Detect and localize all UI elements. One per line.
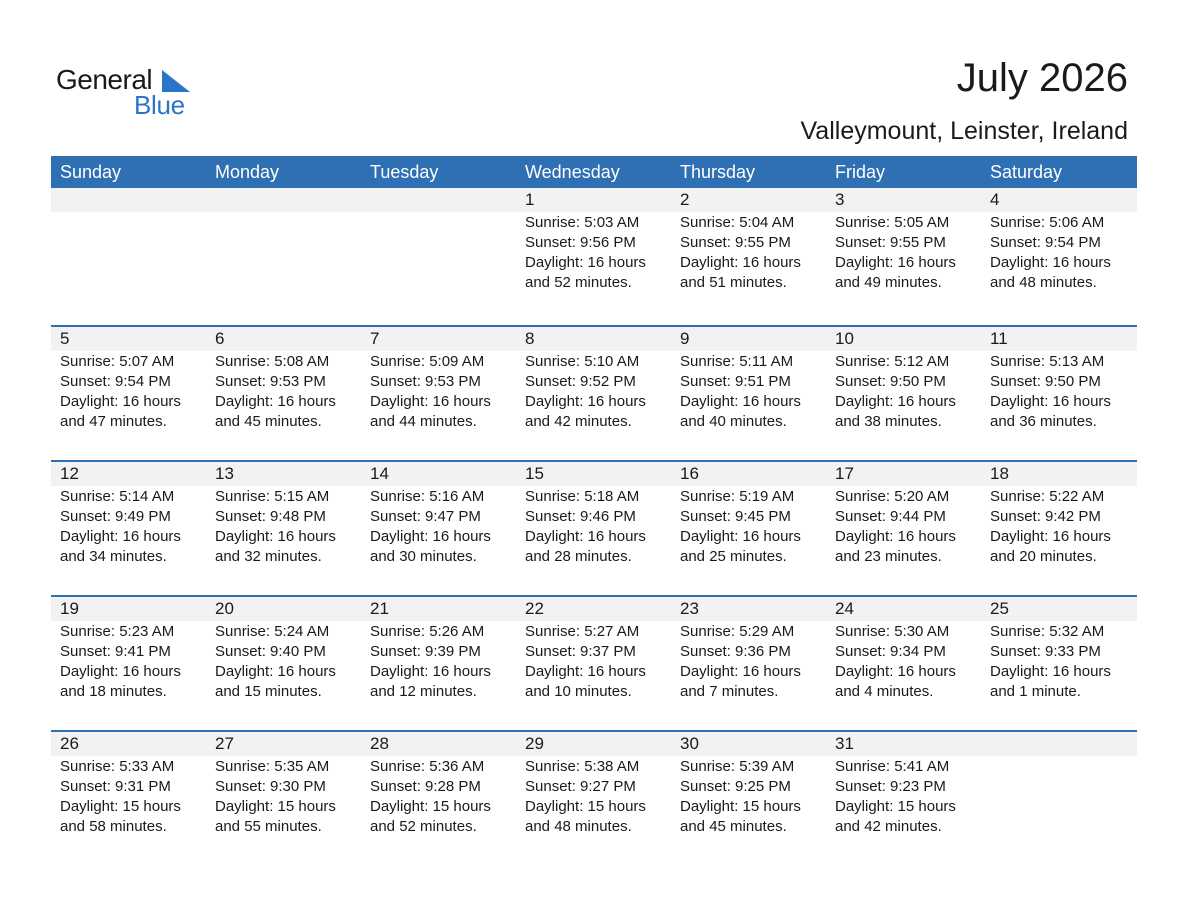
weekday-wednesday: Wednesday xyxy=(525,162,620,182)
day-number: 16 xyxy=(680,464,699,483)
sunset-text: Sunset: 9:50 PM xyxy=(990,373,1101,390)
day-cell xyxy=(51,756,206,837)
weekday-friday: Friday xyxy=(835,162,886,182)
day-number: 20 xyxy=(215,599,234,618)
weekday-monday: Monday xyxy=(215,162,280,182)
day-cell xyxy=(516,212,671,293)
sunrise-text: Sunrise: 5:16 AM xyxy=(370,488,485,505)
daylight-minutes-text: and 44 minutes. xyxy=(370,413,477,430)
day-cell xyxy=(981,621,1137,702)
weeks-container xyxy=(51,188,1137,863)
daylight-minutes-text: and 34 minutes. xyxy=(60,548,167,565)
sunrise-text: Sunrise: 5:06 AM xyxy=(990,214,1105,231)
sunrise-text: Sunrise: 5:18 AM xyxy=(525,488,640,505)
day-number: 1 xyxy=(525,190,535,209)
daylight-text: Daylight: 16 hours xyxy=(680,663,801,680)
day-cell xyxy=(826,212,981,293)
day-number: 24 xyxy=(835,599,854,618)
sunrise-text: Sunrise: 5:36 AM xyxy=(370,758,485,775)
day-cell xyxy=(361,351,516,432)
sunrise-text: Sunrise: 5:11 AM xyxy=(680,353,794,370)
day-cell xyxy=(671,756,826,837)
sunrise-text: Sunrise: 5:07 AM xyxy=(60,353,175,370)
day-number: 7 xyxy=(370,329,380,348)
day-cell xyxy=(206,621,361,702)
sunset-text: Sunset: 9:53 PM xyxy=(370,373,481,390)
daylight-minutes-text: and 20 minutes. xyxy=(990,548,1097,565)
day-detail-row xyxy=(51,351,1137,432)
day-number-row xyxy=(51,327,1137,351)
day-cell xyxy=(981,351,1137,432)
day-cell xyxy=(826,621,981,702)
daylight-text: Daylight: 15 hours xyxy=(835,798,956,815)
sunset-text: Sunset: 9:45 PM xyxy=(680,508,791,525)
daylight-minutes-text: and 36 minutes. xyxy=(990,413,1097,430)
sunrise-text: Sunrise: 5:22 AM xyxy=(990,488,1105,505)
sunrise-text: Sunrise: 5:24 AM xyxy=(215,623,330,640)
sunset-text: Sunset: 9:25 PM xyxy=(680,778,791,795)
sunset-text: Sunset: 9:47 PM xyxy=(370,508,481,525)
day-cell xyxy=(51,212,206,293)
day-cell xyxy=(206,756,361,837)
sunset-text: Sunset: 9:44 PM xyxy=(835,508,946,525)
daylight-minutes-text: and 58 minutes. xyxy=(60,818,167,835)
sunset-text: Sunset: 9:48 PM xyxy=(215,508,326,525)
daylight-minutes-text: and 48 minutes. xyxy=(990,274,1097,291)
sunrise-text: Sunrise: 5:15 AM xyxy=(215,488,330,505)
day-detail-row xyxy=(51,212,1137,293)
week-row xyxy=(51,730,1137,863)
day-cell xyxy=(981,756,1137,837)
daylight-text: Daylight: 16 hours xyxy=(990,254,1111,271)
sunrise-text: Sunrise: 5:05 AM xyxy=(835,214,950,231)
day-number xyxy=(206,188,361,212)
day-number: 27 xyxy=(215,734,234,753)
day-number: 6 xyxy=(215,329,225,348)
daylight-text: Daylight: 16 hours xyxy=(215,663,336,680)
daylight-text: Daylight: 16 hours xyxy=(680,254,801,271)
day-cell xyxy=(51,621,206,702)
daylight-text: Daylight: 16 hours xyxy=(370,393,491,410)
sunset-text: Sunset: 9:27 PM xyxy=(525,778,636,795)
daylight-minutes-text: and 45 minutes. xyxy=(215,413,322,430)
day-number: 2 xyxy=(680,190,690,209)
day-cell xyxy=(826,351,981,432)
day-cell xyxy=(51,351,206,432)
page-title: July 2026 xyxy=(956,56,1128,100)
daylight-text: Daylight: 16 hours xyxy=(990,393,1111,410)
sunset-text: Sunset: 9:34 PM xyxy=(835,643,946,660)
daylight-minutes-text: and 12 minutes. xyxy=(370,683,477,700)
daylight-minutes-text: and 51 minutes. xyxy=(680,274,787,291)
day-number-row xyxy=(51,462,1137,486)
sunset-text: Sunset: 9:56 PM xyxy=(525,234,636,251)
daylight-minutes-text: and 55 minutes. xyxy=(215,818,322,835)
weekday-header xyxy=(51,156,1137,188)
daylight-minutes-text: and 48 minutes. xyxy=(525,818,632,835)
day-number-row xyxy=(51,188,1137,212)
day-number: 9 xyxy=(680,329,690,348)
sunrise-text: Sunrise: 5:38 AM xyxy=(525,758,640,775)
daylight-text: Daylight: 16 hours xyxy=(835,528,956,545)
sunrise-text: Sunrise: 5:33 AM xyxy=(60,758,175,775)
brand-word-general: General xyxy=(56,64,153,95)
sunrise-text: Sunrise: 5:20 AM xyxy=(835,488,950,505)
sunset-text: Sunset: 9:36 PM xyxy=(680,643,791,660)
sunset-text: Sunset: 9:55 PM xyxy=(680,234,791,251)
daylight-text: Daylight: 16 hours xyxy=(835,663,956,680)
daylight-minutes-text: and 47 minutes. xyxy=(60,413,167,430)
daylight-minutes-text: and 4 minutes. xyxy=(835,683,934,700)
day-number: 29 xyxy=(525,734,544,753)
sunrise-text: Sunrise: 5:13 AM xyxy=(990,353,1105,370)
day-number: 30 xyxy=(680,734,699,753)
day-number: 23 xyxy=(680,599,699,618)
daylight-minutes-text: and 45 minutes. xyxy=(680,818,787,835)
sunrise-text: Sunrise: 5:39 AM xyxy=(680,758,795,775)
day-number: 11 xyxy=(990,329,1008,348)
sunset-text: Sunset: 9:31 PM xyxy=(60,778,171,795)
day-number xyxy=(361,188,516,212)
day-detail-row xyxy=(51,486,1137,567)
sunset-text: Sunset: 9:49 PM xyxy=(60,508,171,525)
daylight-text: Daylight: 15 hours xyxy=(370,798,491,815)
sunset-text: Sunset: 9:46 PM xyxy=(525,508,636,525)
sunrise-text: Sunrise: 5:41 AM xyxy=(835,758,950,775)
daylight-text: Daylight: 16 hours xyxy=(215,528,336,545)
sunrise-text: Sunrise: 5:27 AM xyxy=(525,623,640,640)
week-row xyxy=(51,325,1137,458)
daylight-text: Daylight: 16 hours xyxy=(835,254,956,271)
sunrise-text: Sunrise: 5:23 AM xyxy=(60,623,175,640)
sunset-text: Sunset: 9:52 PM xyxy=(525,373,636,390)
weekday-saturday: Saturday xyxy=(990,162,1063,182)
daylight-minutes-text: and 30 minutes. xyxy=(370,548,477,565)
daylight-minutes-text: and 25 minutes. xyxy=(680,548,787,565)
sunset-text: Sunset: 9:50 PM xyxy=(835,373,946,390)
day-number: 25 xyxy=(990,599,1009,618)
sunrise-text: Sunrise: 5:26 AM xyxy=(370,623,485,640)
daylight-text: Daylight: 15 hours xyxy=(680,798,801,815)
day-number xyxy=(51,188,206,212)
day-detail-row xyxy=(51,756,1137,837)
daylight-minutes-text: and 32 minutes. xyxy=(215,548,322,565)
weekday-tuesday: Tuesday xyxy=(370,162,439,182)
daylight-minutes-text: and 23 minutes. xyxy=(835,548,942,565)
sunrise-text: Sunrise: 5:03 AM xyxy=(525,214,640,231)
sunset-text: Sunset: 9:39 PM xyxy=(370,643,481,660)
day-number xyxy=(981,732,1137,756)
daylight-text: Daylight: 16 hours xyxy=(525,663,646,680)
sunset-text: Sunset: 9:54 PM xyxy=(60,373,171,390)
day-cell xyxy=(361,212,516,293)
day-number: 22 xyxy=(525,599,544,618)
sunset-text: Sunset: 9:28 PM xyxy=(370,778,481,795)
daylight-text: Daylight: 16 hours xyxy=(525,393,646,410)
sunrise-text: Sunrise: 5:14 AM xyxy=(60,488,175,505)
sunset-text: Sunset: 9:37 PM xyxy=(525,643,636,660)
day-number-row xyxy=(51,597,1137,621)
sunset-text: Sunset: 9:23 PM xyxy=(835,778,946,795)
daylight-text: Daylight: 16 hours xyxy=(60,663,181,680)
sunrise-text: Sunrise: 5:08 AM xyxy=(215,353,330,370)
day-number: 15 xyxy=(525,464,544,483)
day-cell xyxy=(206,212,361,293)
day-cell xyxy=(361,486,516,567)
week-row xyxy=(51,595,1137,728)
daylight-text: Daylight: 16 hours xyxy=(370,663,491,680)
day-cell xyxy=(671,212,826,293)
day-number: 4 xyxy=(990,190,1000,209)
day-cell xyxy=(51,486,206,567)
daylight-text: Daylight: 16 hours xyxy=(990,663,1111,680)
location-subtitle: Valleymount, Leinster, Ireland xyxy=(800,117,1128,145)
sunrise-text: Sunrise: 5:19 AM xyxy=(680,488,795,505)
day-number: 10 xyxy=(835,329,854,348)
daylight-minutes-text: and 18 minutes. xyxy=(60,683,167,700)
weekday-sunday: Sunday xyxy=(60,162,122,182)
daylight-minutes-text: and 15 minutes. xyxy=(215,683,322,700)
day-cell xyxy=(361,756,516,837)
sunrise-text: Sunrise: 5:10 AM xyxy=(525,353,640,370)
sunrise-text: Sunrise: 5:09 AM xyxy=(370,353,485,370)
sunset-text: Sunset: 9:40 PM xyxy=(215,643,326,660)
sunset-text: Sunset: 9:54 PM xyxy=(990,234,1101,251)
day-cell xyxy=(206,486,361,567)
daylight-minutes-text: and 28 minutes. xyxy=(525,548,632,565)
day-number: 14 xyxy=(370,464,389,483)
day-cell xyxy=(516,486,671,567)
weekday-thursday: Thursday xyxy=(680,162,756,182)
day-cell xyxy=(671,621,826,702)
daylight-minutes-text: and 49 minutes. xyxy=(835,274,942,291)
day-cell xyxy=(826,486,981,567)
day-cell xyxy=(671,351,826,432)
day-number: 18 xyxy=(990,464,1009,483)
sunrise-text: Sunrise: 5:12 AM xyxy=(835,353,950,370)
daylight-minutes-text: and 42 minutes. xyxy=(525,413,632,430)
sunset-text: Sunset: 9:30 PM xyxy=(215,778,326,795)
daylight-minutes-text: and 52 minutes. xyxy=(370,818,477,835)
daylight-text: Daylight: 15 hours xyxy=(215,798,336,815)
sunrise-text: Sunrise: 5:35 AM xyxy=(215,758,330,775)
day-cell xyxy=(361,621,516,702)
day-number: 3 xyxy=(835,190,845,209)
daylight-text: Daylight: 16 hours xyxy=(370,528,491,545)
sunrise-text: Sunrise: 5:32 AM xyxy=(990,623,1105,640)
day-number: 8 xyxy=(525,329,535,348)
day-number: 12 xyxy=(60,464,79,483)
sunrise-text: Sunrise: 5:29 AM xyxy=(680,623,795,640)
day-cell xyxy=(981,212,1137,293)
sunset-text: Sunset: 9:41 PM xyxy=(60,643,171,660)
daylight-text: Daylight: 16 hours xyxy=(215,393,336,410)
daylight-text: Daylight: 15 hours xyxy=(525,798,646,815)
sunset-text: Sunset: 9:55 PM xyxy=(835,234,946,251)
day-cell xyxy=(981,486,1137,567)
sunset-text: Sunset: 9:33 PM xyxy=(990,643,1101,660)
day-cell xyxy=(516,351,671,432)
brand-word-blue: Blue xyxy=(134,90,185,120)
daylight-text: Daylight: 16 hours xyxy=(680,393,801,410)
daylight-text: Daylight: 16 hours xyxy=(525,254,646,271)
sunrise-text: Sunrise: 5:04 AM xyxy=(680,214,795,231)
day-number: 13 xyxy=(215,464,234,483)
day-cell xyxy=(206,351,361,432)
week-row xyxy=(51,460,1137,593)
daylight-minutes-text: and 1 minute. xyxy=(990,683,1081,700)
day-detail-row xyxy=(51,621,1137,702)
daylight-minutes-text: and 40 minutes. xyxy=(680,413,787,430)
daylight-text: Daylight: 16 hours xyxy=(990,528,1111,545)
day-number: 28 xyxy=(370,734,389,753)
daylight-text: Daylight: 16 hours xyxy=(525,528,646,545)
day-cell xyxy=(671,486,826,567)
brand-logo xyxy=(56,64,196,120)
daylight-text: Daylight: 16 hours xyxy=(835,393,956,410)
daylight-minutes-text: and 52 minutes. xyxy=(525,274,632,291)
sunset-text: Sunset: 9:53 PM xyxy=(215,373,326,390)
day-number-row xyxy=(51,732,1137,756)
daylight-minutes-text: and 42 minutes. xyxy=(835,818,942,835)
sunrise-text: Sunrise: 5:30 AM xyxy=(835,623,950,640)
day-number: 21 xyxy=(370,599,389,618)
daylight-minutes-text: and 7 minutes. xyxy=(680,683,779,700)
daylight-text: Daylight: 16 hours xyxy=(60,528,181,545)
day-number: 19 xyxy=(60,599,79,618)
day-cell xyxy=(516,621,671,702)
day-cell xyxy=(826,756,981,837)
day-number: 31 xyxy=(835,734,854,753)
week-row xyxy=(51,188,1137,323)
day-number: 5 xyxy=(60,329,70,348)
daylight-text: Daylight: 15 hours xyxy=(60,798,181,815)
daylight-minutes-text: and 10 minutes. xyxy=(525,683,632,700)
sunset-text: Sunset: 9:42 PM xyxy=(990,508,1101,525)
daylight-text: Daylight: 16 hours xyxy=(60,393,181,410)
daylight-minutes-text: and 38 minutes. xyxy=(835,413,942,430)
calendar-grid xyxy=(51,156,1137,863)
day-cell xyxy=(516,756,671,837)
daylight-text: Daylight: 16 hours xyxy=(680,528,801,545)
day-number: 26 xyxy=(60,734,79,753)
day-number: 17 xyxy=(835,464,854,483)
sunset-text: Sunset: 9:51 PM xyxy=(680,373,791,390)
